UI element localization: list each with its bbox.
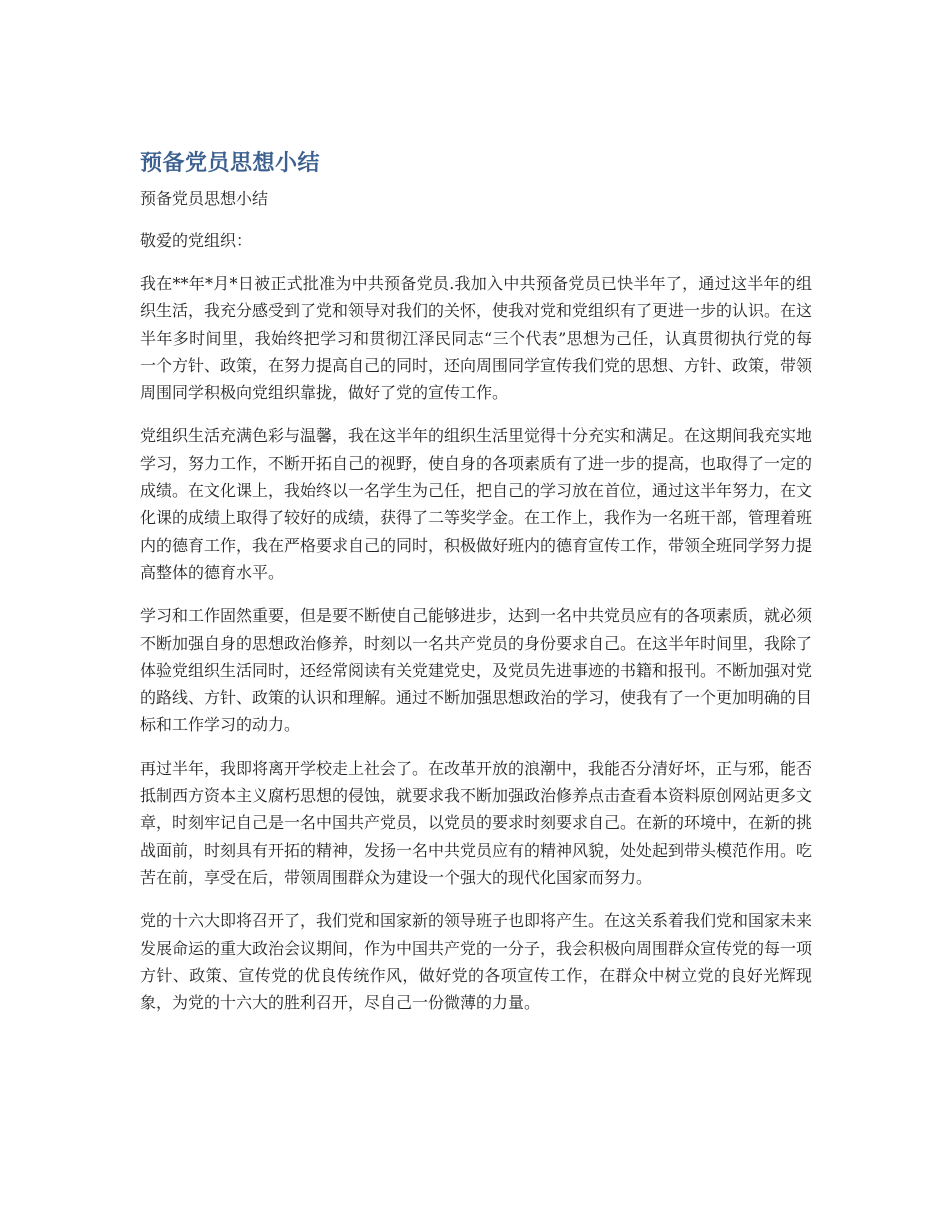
document-title: 预备党员思想小结 — [140, 151, 321, 176]
paragraph-4: 再过半年，我即将离开学校走上社会了。在改革开放的浪潮中，我能否分清好坏，正与邪，能否抵制西方资本主义腐朽思想的侵蚀，就要求我不断加强政治修养点击查看本资料原创网站更多文章，时刻牢记自己是一名中国共产党员，以党员的要求时刻要求自己。在新的环境中，在新的挑战面前，时刻具有开拓的精神，发扬一名中共党员应有的精神风貌，处处起到带头模范作用。吃苦在前，享受在后，带领周围群众为建设一个强大的现代化国家而努力。 — [140, 758, 813, 887]
salutation: 敬爱的党组织： — [140, 231, 253, 250]
document-subtitle: 预备党员思想小结 — [140, 189, 269, 208]
paragraph-1: 我在**年*月*日被正式批准为中共预备党员.我加入中共预备党员已快半年了，通过这半年的组织生活，我充分感受到了党和领导对我们的关怀，使我对党和党组织有了更进一步的认识。在这半年多时间里，我始终把学习和贯彻江泽民同志“三个代表”思想为己任，认真贯彻执行党的每一个方针、政策，在努力提高自己的同时，还向周围同学宣传我们党的思想、方针、政策，带领周围同学积极向党组织靠拢，做好了党的宣传工作。 — [140, 274, 813, 403]
paragraph-3: 学习和工作固然重要，但是要不断使自己能够进步，达到一名中共党员应有的各项素质，就必须不断加强自身的思想政治修养，时刻以一名共产党员的身份要求自己。在这半年时间里，我除了体验党组织生活同时，还经常阅读有关党建党史，及党员先进事迹的书籍和报刊。不断加强对党的路线、方针、政策的认识和理解。通过不断加强思想政治的学习，使我有了一个更加明确的目标和工作学习的动力。 — [140, 606, 813, 735]
document-page — [140, 148, 812, 1032]
paragraph-2: 党组织生活充满色彩与温馨，我在这半年的组织生活里觉得十分充实和满足。在这期间我充实地学习，努力工作，不断开拓自己的视野，使自身的各项素质有了进一步的提高，也取得了一定的成绩。在文化课上，我始终以一名学生为己任，把自己的学习放在首位，通过这半年努力，在文化课的成绩上取得了较好的成绩，获得了二等奖学金。在工作上，我作为一名班干部，管理着班内的德育工作，我在严格要求自己的同时，积极做好班内的德育宣传工作，带领全班同学努力提高整体的德育水平。 — [140, 426, 813, 582]
paragraph-5: 党的十六大即将召开了，我们党和国家新的领导班子也即将产生。在这关系着我们党和国家未来发展命运的重大政治会议期间，作为中国共产党的一分子，我会积极向周围群众宣传党的每一项方针、政策、宣传党的优良传统作风，做好党的各项宣传工作，在群众中树立党的良好光辉现象，为党的十六大的胜利召开，尽自己一份微薄的力量。 — [140, 911, 813, 1013]
